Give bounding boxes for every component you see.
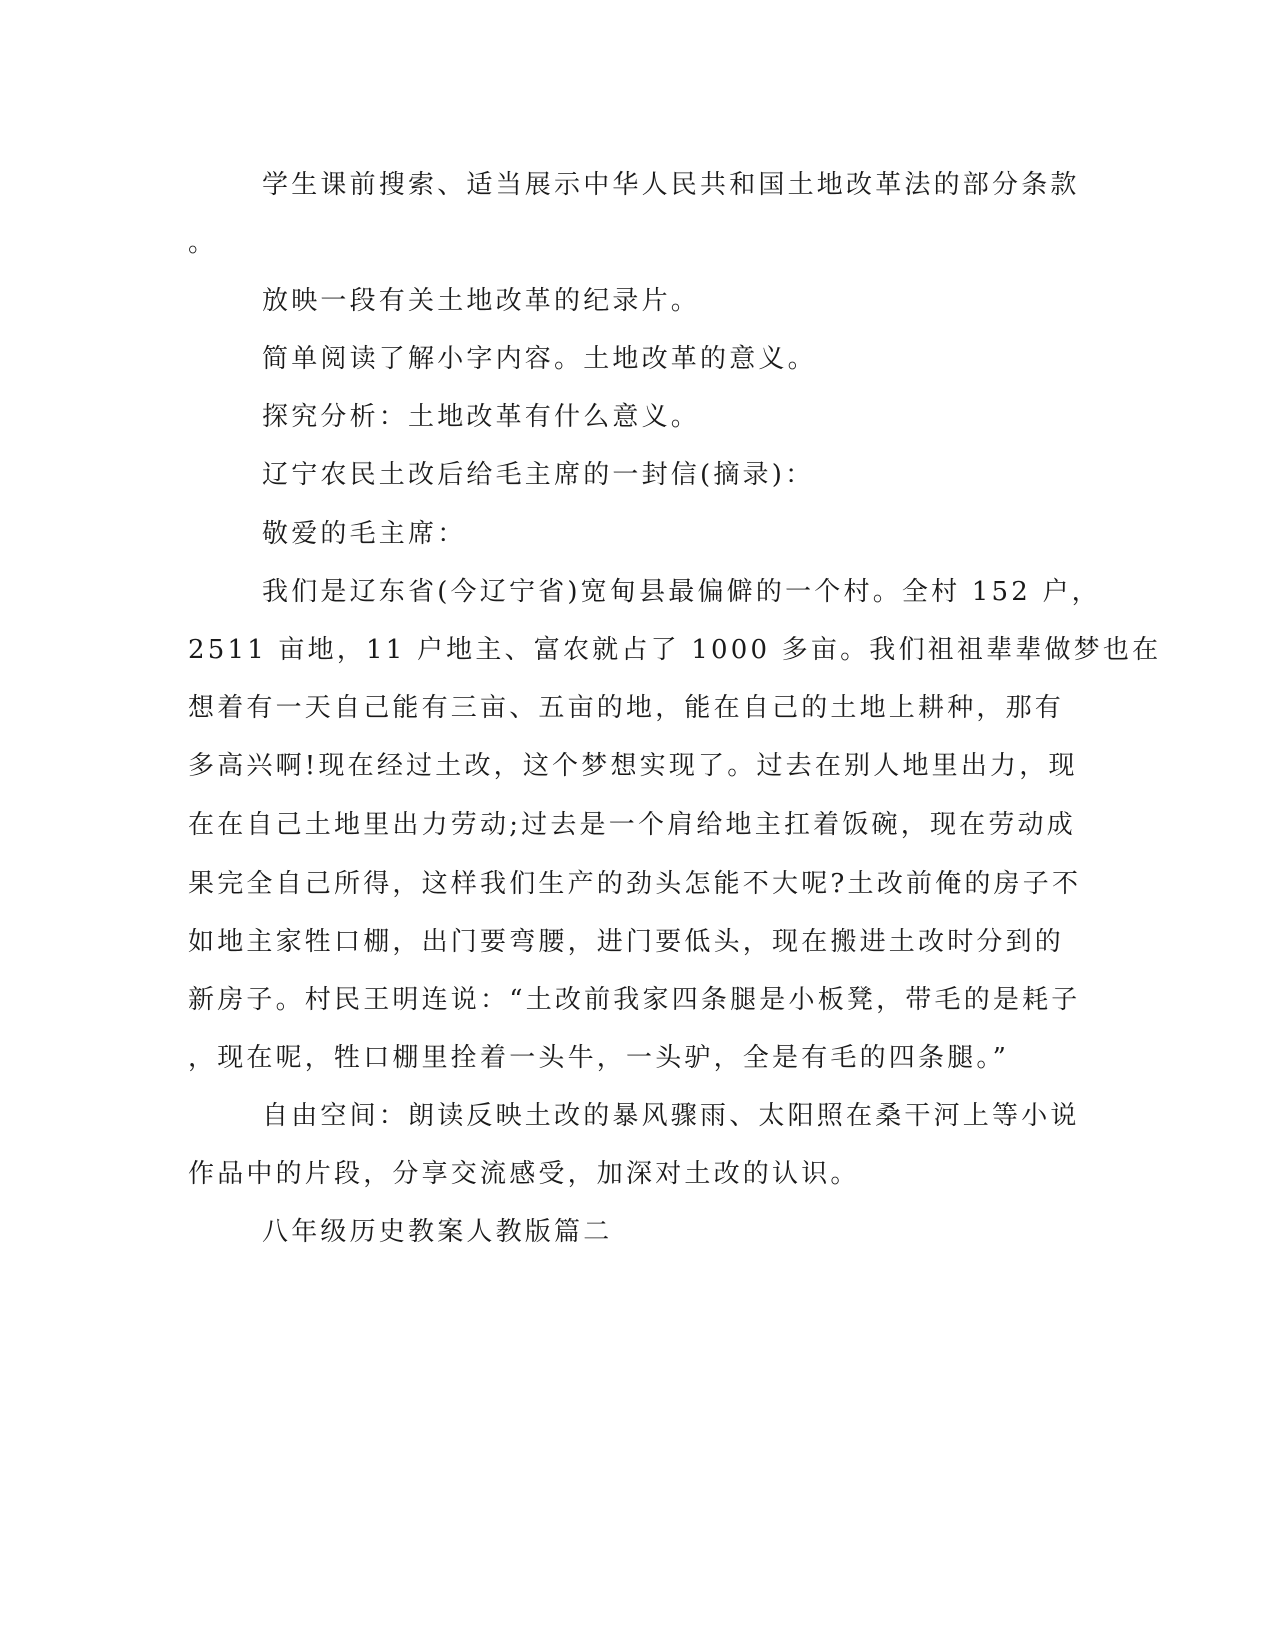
paragraph-line: 辽宁农民土改后给毛主席的一封信(摘录)：	[262, 460, 815, 490]
paragraph-line: 如地主家牲口棚，出门要弯腰，进门要低头，现在搬进土改时分到的	[188, 927, 1065, 957]
paragraph-line: 敬爱的毛主席：	[262, 519, 467, 549]
paragraph-line: ，现在呢，牲口棚里拴着一头牛，一头驴，全是有毛的四条腿。”	[188, 1043, 1010, 1073]
paragraph-line: 放映一段有关土地改革的纪录片。	[262, 286, 701, 316]
paragraph-line: 多高兴啊!现在经过土改，这个梦想实现了。过去在别人地里出力，现	[188, 751, 1078, 781]
section-heading: 八年级历史教案人教版篇二	[262, 1217, 613, 1247]
paragraph-line: 新房子。村民王明连说：“土改前我家四条腿是小板凳，带毛的是耗子	[188, 985, 1081, 1015]
paragraph-line: 学生课前搜索、适当展示中华人民共和国土地改革法的部分条款	[262, 170, 1080, 200]
paragraph-line: 想着有一天自己能有三亩、五亩的地，能在自己的土地上耕种，那有	[188, 693, 1065, 723]
paragraph-line: 2511 亩地，11 户地主、富农就占了 1000 多亩。我们祖祖辈辈做梦也在	[188, 635, 1162, 665]
paragraph-line: 在在自己土地里出力劳动;过去是一个肩给地主扛着饭碗，现在劳动成	[188, 810, 1076, 840]
paragraph-line: 简单阅读了解小字内容。土地改革的意义。	[262, 344, 817, 374]
paragraph-line: 。	[188, 228, 218, 258]
paragraph-line: 自由空间：朗读反映土改的暴风骤雨、太阳照在桑干河上等小说	[262, 1101, 1080, 1131]
paragraph-line: 探究分析：土地改革有什么意义。	[262, 402, 701, 432]
paragraph-line: 作品中的片段，分享交流感受，加深对土改的认识。	[188, 1159, 860, 1189]
paragraph-line: 我们是辽东省(今辽宁省)宽甸县最偏僻的一个村。全村 152 户，	[262, 577, 1101, 607]
paragraph-line: 果完全自己所得，这样我们生产的劲头怎能不大呢?土改前俺的房子不	[188, 869, 1082, 899]
